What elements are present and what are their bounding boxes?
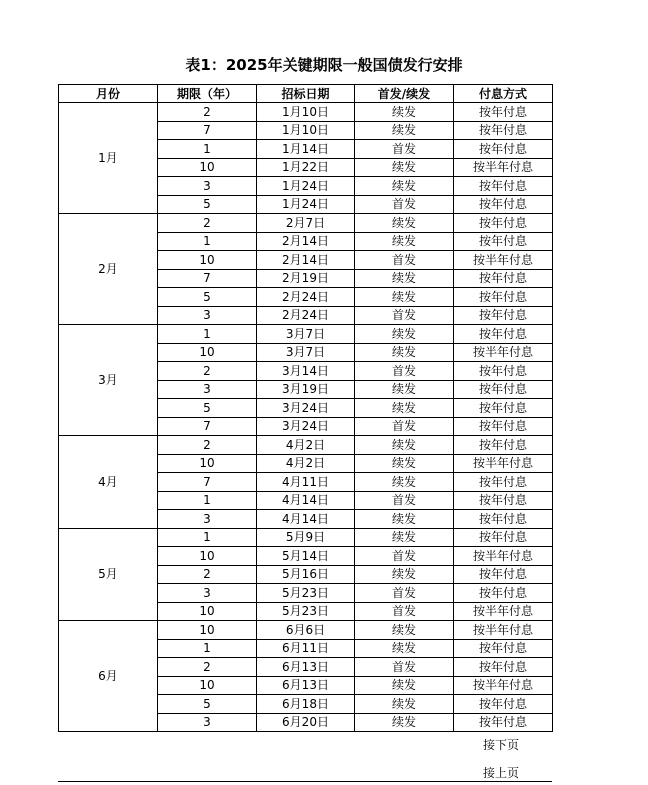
header-month: 月份 <box>59 85 158 103</box>
term-cell: 7 <box>158 121 257 140</box>
term-cell: 10 <box>158 343 257 362</box>
issue-type-cell: 续发 <box>355 510 454 529</box>
month-cell: 3月 <box>59 325 158 436</box>
issue-type-cell: 续发 <box>355 399 454 418</box>
payment-method-cell: 按年付息 <box>454 177 553 196</box>
payment-method-cell: 按半年付息 <box>454 602 553 621</box>
term-cell: 2 <box>158 362 257 381</box>
term-cell: 7 <box>158 417 257 436</box>
issue-type-cell: 续发 <box>355 436 454 455</box>
issue-type-cell: 续发 <box>355 121 454 140</box>
issue-type-cell: 续发 <box>355 565 454 584</box>
payment-method-cell: 按年付息 <box>454 232 553 251</box>
term-cell: 7 <box>158 269 257 288</box>
issue-type-cell: 首发 <box>355 584 454 603</box>
auction-date-cell: 2月24日 <box>257 306 355 325</box>
term-cell: 5 <box>158 399 257 418</box>
term-cell: 10 <box>158 602 257 621</box>
issue-type-cell: 首发 <box>355 658 454 677</box>
issue-type-cell: 首发 <box>355 602 454 621</box>
issue-type-cell: 首发 <box>355 547 454 566</box>
issue-type-cell: 续发 <box>355 232 454 251</box>
issue-type-cell: 续发 <box>355 454 454 473</box>
issue-type-cell: 首发 <box>355 491 454 510</box>
header-term: 期限（年） <box>158 85 257 103</box>
auction-date-cell: 2月7日 <box>257 214 355 233</box>
auction-date-cell: 4月2日 <box>257 454 355 473</box>
auction-date-cell: 5月14日 <box>257 547 355 566</box>
term-cell: 2 <box>158 565 257 584</box>
auction-date-cell: 3月14日 <box>257 362 355 381</box>
term-cell: 10 <box>158 251 257 270</box>
auction-date-cell: 6月13日 <box>257 676 355 695</box>
issue-type-cell: 续发 <box>355 214 454 233</box>
term-cell: 7 <box>158 473 257 492</box>
bond-schedule-table <box>58 84 553 732</box>
term-cell: 2 <box>158 658 257 677</box>
header-auction-date: 招标日期 <box>257 85 355 103</box>
auction-date-cell: 3月24日 <box>257 417 355 436</box>
term-cell: 2 <box>158 103 257 122</box>
issue-type-cell: 首发 <box>355 306 454 325</box>
payment-method-cell: 按年付息 <box>454 325 553 344</box>
issue-type-cell: 续发 <box>355 713 454 732</box>
auction-date-cell: 6月13日 <box>257 658 355 677</box>
issue-type-cell: 续发 <box>355 103 454 122</box>
page-divider <box>58 781 552 782</box>
term-cell: 10 <box>158 676 257 695</box>
payment-method-cell: 按年付息 <box>454 140 553 159</box>
payment-method-cell: 按年付息 <box>454 417 553 436</box>
auction-date-cell: 3月19日 <box>257 380 355 399</box>
issue-type-cell: 续发 <box>355 380 454 399</box>
payment-method-cell: 按年付息 <box>454 380 553 399</box>
issue-type-cell: 续发 <box>355 473 454 492</box>
auction-date-cell: 2月19日 <box>257 269 355 288</box>
table-row <box>59 436 553 455</box>
payment-method-cell: 按年付息 <box>454 288 553 307</box>
payment-method-cell: 按年付息 <box>454 491 553 510</box>
issue-type-cell: 首发 <box>355 362 454 381</box>
month-cell: 6月 <box>59 621 158 732</box>
auction-date-cell: 2月24日 <box>257 288 355 307</box>
auction-date-cell: 5月16日 <box>257 565 355 584</box>
auction-date-cell: 1月24日 <box>257 195 355 214</box>
term-cell: 3 <box>158 584 257 603</box>
payment-method-cell: 按年付息 <box>454 269 553 288</box>
payment-method-cell: 按年付息 <box>454 565 553 584</box>
issue-type-cell: 续发 <box>355 269 454 288</box>
continued-next-note: 接下页 <box>482 738 519 752</box>
term-cell: 3 <box>158 510 257 529</box>
issue-type-cell: 首发 <box>355 251 454 270</box>
auction-date-cell: 2月14日 <box>257 251 355 270</box>
header-payment-method: 付息方式 <box>454 85 553 103</box>
payment-method-cell: 按年付息 <box>454 195 553 214</box>
table-row <box>59 214 553 233</box>
auction-date-cell: 3月24日 <box>257 399 355 418</box>
auction-date-cell: 5月23日 <box>257 584 355 603</box>
payment-method-cell: 按年付息 <box>454 214 553 233</box>
term-cell: 10 <box>158 621 257 640</box>
page-title: 表1：2025年关键期限一般国债发行安排 <box>185 56 463 74</box>
payment-method-cell: 按年付息 <box>454 473 553 492</box>
term-cell: 1 <box>158 325 257 344</box>
header-issue-type: 首发/续发 <box>355 85 454 103</box>
payment-method-cell: 按半年付息 <box>454 676 553 695</box>
auction-date-cell: 6月6日 <box>257 621 355 640</box>
payment-method-cell: 按年付息 <box>454 436 553 455</box>
auction-date-cell: 3月7日 <box>257 325 355 344</box>
term-cell: 2 <box>158 214 257 233</box>
payment-method-cell: 按年付息 <box>454 639 553 658</box>
term-cell: 5 <box>158 695 257 714</box>
payment-method-cell: 按年付息 <box>454 695 553 714</box>
term-cell: 10 <box>158 158 257 177</box>
issue-type-cell: 首发 <box>355 140 454 159</box>
term-cell: 1 <box>158 528 257 547</box>
auction-date-cell: 6月18日 <box>257 695 355 714</box>
auction-date-cell: 1月10日 <box>257 121 355 140</box>
payment-method-cell: 按半年付息 <box>454 621 553 640</box>
payment-method-cell: 按半年付息 <box>454 547 553 566</box>
payment-method-cell: 按半年付息 <box>454 343 553 362</box>
payment-method-cell: 按年付息 <box>454 584 553 603</box>
auction-date-cell: 6月20日 <box>257 713 355 732</box>
auction-date-cell: 4月11日 <box>257 473 355 492</box>
payment-method-cell: 按半年付息 <box>454 158 553 177</box>
payment-method-cell: 按年付息 <box>454 103 553 122</box>
payment-method-cell: 按年付息 <box>454 121 553 140</box>
issue-type-cell: 续发 <box>355 695 454 714</box>
month-cell: 4月 <box>59 436 158 529</box>
payment-method-cell: 按年付息 <box>454 399 553 418</box>
term-cell: 5 <box>158 288 257 307</box>
payment-method-cell: 按年付息 <box>454 713 553 732</box>
issue-type-cell: 续发 <box>355 621 454 640</box>
issue-type-cell: 续发 <box>355 343 454 362</box>
month-cell: 5月 <box>59 528 158 621</box>
term-cell: 3 <box>158 177 257 196</box>
auction-date-cell: 3月7日 <box>257 343 355 362</box>
term-cell: 3 <box>158 713 257 732</box>
term-cell: 1 <box>158 639 257 658</box>
payment-method-cell: 按半年付息 <box>454 251 553 270</box>
auction-date-cell: 1月22日 <box>257 158 355 177</box>
issue-type-cell: 续发 <box>355 676 454 695</box>
payment-method-cell: 按年付息 <box>454 362 553 381</box>
issue-type-cell: 首发 <box>355 417 454 436</box>
auction-date-cell: 4月2日 <box>257 436 355 455</box>
payment-method-cell: 按半年付息 <box>454 454 553 473</box>
payment-method-cell: 按年付息 <box>454 528 553 547</box>
payment-method-cell: 按年付息 <box>454 510 553 529</box>
term-cell: 2 <box>158 436 257 455</box>
issue-type-cell: 续发 <box>355 158 454 177</box>
auction-date-cell: 5月9日 <box>257 528 355 547</box>
issue-type-cell: 续发 <box>355 639 454 658</box>
term-cell: 1 <box>158 140 257 159</box>
payment-method-cell: 按年付息 <box>454 306 553 325</box>
issue-type-cell: 续发 <box>355 325 454 344</box>
term-cell: 5 <box>158 195 257 214</box>
issue-type-cell: 续发 <box>355 177 454 196</box>
auction-date-cell: 4月14日 <box>257 510 355 529</box>
auction-date-cell: 1月10日 <box>257 103 355 122</box>
auction-date-cell: 2月14日 <box>257 232 355 251</box>
term-cell: 3 <box>158 380 257 399</box>
auction-date-cell: 1月14日 <box>257 140 355 159</box>
issue-type-cell: 续发 <box>355 528 454 547</box>
table-row <box>59 528 553 547</box>
month-cell: 2月 <box>59 214 158 325</box>
table-row <box>59 325 553 344</box>
month-cell: 1月 <box>59 103 158 214</box>
continued-from-note: 接上页 <box>482 766 519 780</box>
payment-method-cell: 按年付息 <box>454 658 553 677</box>
term-cell: 1 <box>158 491 257 510</box>
auction-date-cell: 5月23日 <box>257 602 355 621</box>
table-row <box>59 621 553 640</box>
table-body <box>59 103 553 732</box>
table-row <box>59 103 553 122</box>
term-cell: 10 <box>158 547 257 566</box>
term-cell: 10 <box>158 454 257 473</box>
auction-date-cell: 1月24日 <box>257 177 355 196</box>
term-cell: 1 <box>158 232 257 251</box>
term-cell: 3 <box>158 306 257 325</box>
issue-type-cell: 续发 <box>355 288 454 307</box>
auction-date-cell: 6月11日 <box>257 639 355 658</box>
table-header-row <box>59 85 553 103</box>
issue-type-cell: 首发 <box>355 195 454 214</box>
auction-date-cell: 4月14日 <box>257 491 355 510</box>
